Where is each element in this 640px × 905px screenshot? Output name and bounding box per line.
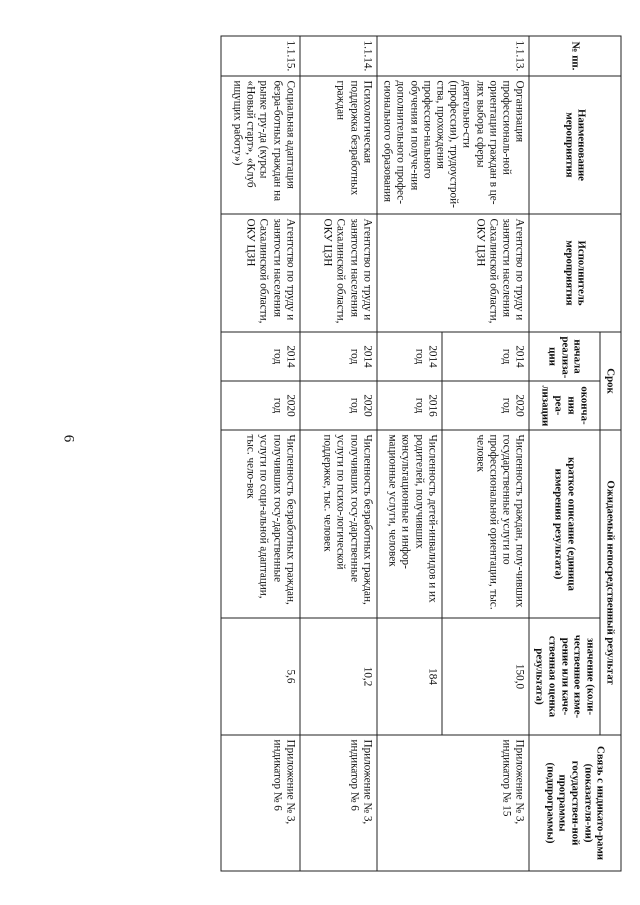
table-row [220, 36, 299, 871]
row-term-end: 2020 год [441, 381, 528, 430]
row-result-desc: Численность безработных граждан, получивших госу-дарственные услуги по психо-логической поддержке, тыс. человек [299, 430, 376, 618]
row-executor: Агентство по труду и занятости населения Сахалинской области, ОКУ ЦЗН [376, 214, 528, 332]
header-num: № пп. [529, 36, 621, 76]
row-executor: Агентство по труду и занятости населения Сахалинской области, ОКУ ЦЗН [299, 214, 376, 332]
row-num: 1.1.14. [299, 36, 376, 76]
row-term-start: 2014 год [299, 332, 376, 381]
row-num: 1.1.15. [220, 36, 299, 76]
row-term-start: 2014 год [441, 332, 528, 381]
header-term: Срок [600, 332, 621, 430]
row-link: Приложение № 3, индикатор № 15 [376, 735, 528, 871]
row-result-value: 5,6 [220, 618, 299, 735]
row-result-desc: Численность граждан, полу-чивших государственные услуги по профессиональной ориентации, тыс. человек [441, 430, 528, 618]
header-exp-value: значение (коли-чественное изме-рение или каче-ственная оценка результата) [529, 618, 600, 735]
document-sheet [83, 35, 621, 870]
row-link: Приложение № 3, индикатор № 6 [299, 735, 376, 871]
header-link: Связь с индикато-рами (показателя-ми) государствен-ной программы (подпрограммы) [529, 735, 621, 871]
row-name: Организация профессиональ-ной ориентации граждан в це-лях выбора сферы деятельно-сти (профессии), трудоустрой-ства, прохождения профессио-нального обучения и получе-ния дополнительного профес-сионального образования [376, 76, 528, 214]
header-exp-desc: краткое описание (единица измерения результата) [529, 430, 600, 618]
header-term-start: начала реализа-ции [529, 332, 600, 381]
row-link: Приложение № 3, индикатор № 6 [220, 735, 299, 871]
table-row [441, 36, 528, 871]
row-result-value: 184 [376, 618, 441, 735]
row-term-end: 2020 год [220, 381, 299, 430]
row-term-end: 2016 год [376, 381, 441, 430]
row-num: 1.1.13. [376, 36, 528, 76]
header-expected: Ожидаемый непосредственный результат [600, 430, 621, 735]
row-name: Психологическая поддержка безработных граждан [299, 76, 376, 214]
row-executor: Агентство по труду и занятости населения Сахалинской области, ОКУ ЦЗН [220, 214, 299, 332]
rotated-table-wrapper [83, 35, 621, 870]
program-measures-table [220, 35, 621, 871]
row-name: Социальная адаптация безра-ботных граждан на рынке тру-да (курсы «Новый старт», «Клуб ищущих работу») [220, 76, 299, 214]
header-row-1 [600, 36, 621, 871]
header-term-end: оконча-ния реа-лизации [529, 381, 600, 430]
header-name: Наименование мероприятия [529, 76, 621, 214]
header-executor: Исполнитель мероприятия [529, 214, 621, 332]
row-result-desc: Численность безработных граждан, получивших госу-дарственные услуги по соци-альной адаптации, тыс. чело-век [220, 430, 299, 618]
row-result-value: 150,0 [441, 618, 528, 735]
row-term-end: 2020 год [299, 381, 376, 430]
row-term-start: 2014 год [376, 332, 441, 381]
table-row [299, 36, 376, 871]
row-result-value: 10,2 [299, 618, 376, 735]
page-number: 6 [60, 434, 77, 443]
row-term-start: 2014 год [220, 332, 299, 381]
row-result-desc: Численность детей-инвалидов и их родителей, получивших консультационные и инфор-мационные услуги, человек [376, 430, 441, 618]
